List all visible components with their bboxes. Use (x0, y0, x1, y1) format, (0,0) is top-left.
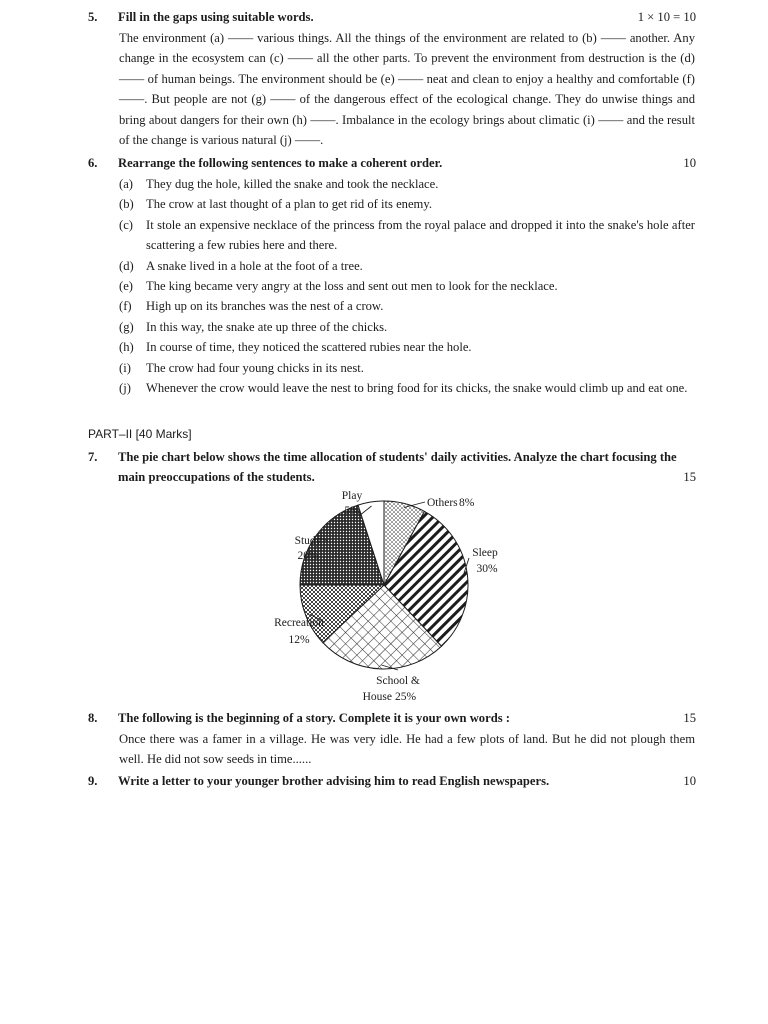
list-item (119, 174, 695, 194)
list-item (119, 296, 695, 316)
item-label: (j) (119, 381, 131, 396)
list-item (119, 194, 695, 214)
slice-label-others: Others (427, 497, 458, 509)
q5-marks: 1 × 10 = 10 (637, 10, 696, 24)
list-item (119, 256, 695, 276)
q8-marks: 15 (683, 711, 696, 725)
list-item (119, 317, 695, 337)
list-item (119, 215, 695, 256)
item-text: In course of time, they noticed the scattered rubies near the hole. (146, 340, 472, 355)
q8-story-start: Once there was a famer in a village. He was very idle. He had a few plots of land. But he did not plough them well. He did not sow seeds in time...... (119, 732, 695, 767)
item-label: (d) (119, 258, 134, 273)
slice-value-recreation: 12% (288, 634, 310, 646)
q7-number: 7. (88, 450, 98, 464)
slice-value-play: 5% (344, 505, 360, 517)
part-heading: PART–II [40 Marks] (88, 427, 192, 441)
list-item (119, 337, 695, 357)
q6-marks: 10 (683, 156, 696, 170)
item-label: (e) (119, 279, 133, 294)
item-text: In this way, the snake ate up three of the chicks. (146, 319, 388, 334)
item-label: (b) (119, 197, 134, 212)
item-label: (c) (119, 217, 133, 232)
slice-label-sleep: Sleep (472, 547, 498, 559)
q5-passage: The environment (a) —— various things. All the things of the environment are related to (b) —— another. Any change in the ecosystem can (c) —— all the other parts. To prevent the environment from destruction is the (d) —— of human beings. The environment should be (e) —— neat and clean to enjoy a healthy and comfortable (f) ——. But people are not (g) —— of the dangerous effect of the ecological change. They do unwise things and bring about dangers for their own (h) ——. Imbalance in the ecology brings about climatic (i) —— and the result of the change is various natural (j) ——. (119, 31, 695, 148)
item-text: High up on its branches was the nest of a crow. (146, 299, 384, 314)
q6-title: Rearrange the following sentences to make a coherent order. (118, 156, 443, 170)
slice-value-others: 8% (459, 497, 475, 509)
item-text: Whenever the crow would leave the nest to bring food for its chicks, the snake would climb up and eat one. (146, 381, 688, 396)
item-text: The crow at last thought of a plan to get rid of its enemy. (146, 197, 432, 212)
slice-label2-school-house: House (362, 691, 392, 703)
q9-marks: 10 (683, 774, 696, 788)
item-label: (f) (119, 299, 132, 314)
item-label: (a) (119, 177, 133, 191)
q6-sentence-list (119, 174, 695, 398)
slice-label-recreation: Recreation (274, 617, 324, 629)
slice-label-school-house: School & (376, 675, 420, 687)
list-item (119, 276, 695, 296)
q6-number: 6. (88, 156, 98, 170)
slice-label-study: Study (294, 535, 322, 547)
item-text: A snake lived in a hole at the foot of a tree. (146, 258, 363, 273)
q9-title: Write a letter to your younger brother advising him to read English newspapers. (118, 774, 550, 788)
item-label: (g) (119, 319, 134, 334)
pie-chart (255, 485, 515, 710)
q9-number: 9. (88, 774, 98, 788)
q7-title: The pie chart below shows the time allocation of students' daily activities. Analyze the chart focusing the main preoccupations of the students. (118, 450, 677, 485)
q8-number: 8. (88, 711, 98, 725)
item-text: The king became very angry at the loss and sent out men to look for the necklace. (146, 279, 558, 294)
item-text: The crow had four young chicks in its nest. (146, 360, 364, 375)
slice-label-play: Play (341, 490, 363, 502)
slice-value-sleep: 30% (476, 563, 498, 575)
item-label: (i) (119, 360, 131, 375)
list-item (119, 358, 695, 378)
item-label: (h) (119, 340, 134, 355)
item-text: They dug the hole, killed the snake and took the necklace. (146, 177, 439, 191)
q7-marks: 15 (683, 470, 696, 484)
q5-title: Fill in the gaps using suitable words. (118, 10, 314, 24)
slice-value-study: 20% (297, 550, 319, 562)
slice-value-school-house: 25% (395, 691, 417, 703)
q5-number: 5. (88, 10, 98, 24)
item-text: It stole an expensive necklace of the princess from the royal palace and dropped it into the snake's hole after scattering a few rubies here and there. (146, 217, 695, 253)
q8-title: The following is the beginning of a story. Complete it is your own words : (118, 711, 510, 725)
list-item (119, 378, 695, 398)
